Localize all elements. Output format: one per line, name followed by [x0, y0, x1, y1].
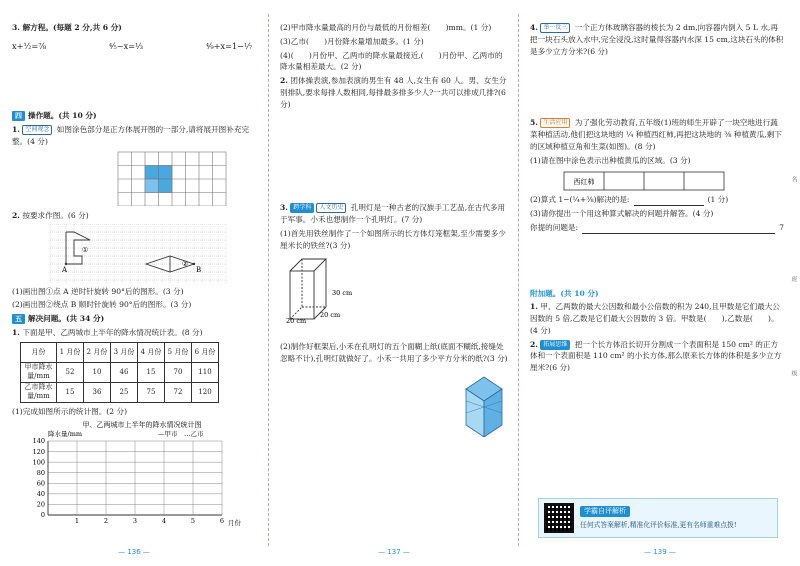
table-cell: 4 月份	[138, 342, 165, 362]
p2-line-2: (3)乙市( )月份降水量增加最多。(1 分)	[280, 36, 424, 46]
point-b-label: B	[196, 265, 202, 274]
section-title: 操作题。(共 10 分)	[28, 111, 97, 121]
q-num: 3.	[280, 203, 288, 213]
dim-depth: 20 cm	[286, 317, 307, 326]
page-number: — 136 —	[118, 548, 150, 557]
q5-text: 为了强化劳动教育,五年级(1)班的师生开辟了一块空地进行蔬菜种植活动,他们把这块地的 ¼ 种植西红柿,再把这块地的 ⅜ 种植黄瓜,剩下的区域种植豆角和生菜(如图)。(8 分)	[530, 118, 782, 151]
q5-sub1: (1)请在图中涂色表示出种植黄瓜的区域。(3 分)	[530, 155, 691, 165]
section-number: 五	[12, 314, 25, 324]
chart-y-tick: 60	[36, 479, 45, 488]
section-problems	[12, 313, 262, 325]
qr-desc: 任何式答案解析,精准化评价标准,更有名师重难点拨!	[580, 521, 737, 530]
table-cell: 3 月份	[111, 342, 138, 362]
chart-y-tick: 120	[32, 448, 45, 457]
rotation-grid[interactable]	[12, 224, 262, 286]
p2-line-1: (2)甲市降水量最高的月份与最低的月份相差( )mm。(1 分)	[280, 23, 492, 32]
chart-y-tick: 80	[36, 469, 45, 478]
cube-net-grid[interactable]	[12, 150, 252, 206]
q-num: 2.	[280, 76, 288, 86]
table-cell: 36	[84, 382, 111, 402]
e2-text: 把一个长方体沿长切开分割成一个表面积是 150 cm² 的正方体和一个表面积是 110 cm² 的小长方体,那么原来长方体的体积是多少立方厘米?(6 分)	[530, 339, 782, 373]
chart-legend-b: …乙市	[184, 430, 204, 439]
table-cell: 25	[111, 382, 138, 402]
tag-history: 人文历史	[316, 203, 346, 213]
qr-promo[interactable]	[538, 498, 778, 538]
garden-plot-diagram[interactable]	[530, 168, 770, 194]
table-cell: 2 月份	[84, 342, 111, 362]
cuboid-frame-figure	[280, 253, 510, 325]
q4-text: 一个正方体玻璃容器的棱长为 2 dm,向容器内倒入 5 L 水,再把一块石头放入水中,完全浸没,这时量得容器内水深 15 cm,这块石头的体积是多少立方分米?(6 分)	[530, 23, 784, 56]
chart-x-tick: 1	[74, 517, 80, 526]
table-cell: 46	[111, 362, 138, 382]
rainfall-table	[20, 342, 219, 403]
q-num: 5.	[530, 118, 538, 128]
table-cell: 120	[192, 382, 219, 402]
equation-3: ⁴⁄₉+x=1−¹⁄₇	[205, 40, 252, 51]
lantern-figure	[280, 367, 510, 437]
side-label-class: 班	[790, 276, 797, 282]
table-row	[21, 362, 219, 382]
chart-title: 甲、乙两城市上半年的降水情况统计图	[82, 421, 202, 430]
figure-2-label: ②	[182, 259, 189, 268]
q-num: 2.	[12, 210, 20, 220]
fold-line	[268, 14, 269, 546]
table-cell: 月份	[21, 342, 57, 362]
section-number: 四	[12, 111, 25, 121]
q-num: 4.	[530, 23, 538, 32]
table-row	[21, 382, 219, 402]
table-cell: 72	[165, 382, 192, 402]
chart-y-tick: 140	[32, 437, 45, 446]
op2-sub1: (1)画出图①点 A 逆时针旋转 90°后的图形。(3 分)	[12, 286, 184, 296]
table-cell: 10	[84, 362, 111, 382]
table-header-row	[21, 342, 219, 362]
table-cell: 6 月份	[192, 342, 219, 362]
q-num: 1.	[12, 327, 20, 337]
chart-y-tick: 0	[40, 511, 45, 520]
q3-sub1: (1)首先用铁丝制作了一个如图所示的长方体灯笼框架,至少需要多少厘米长的铁丝?(3 分)	[280, 228, 506, 250]
section-operation	[12, 110, 262, 122]
page-139	[520, 0, 800, 566]
chart-y-tick: 100	[32, 458, 45, 467]
tomato-label: 西红柿	[573, 178, 595, 187]
chart-x-tick: 4	[161, 517, 167, 526]
q-num: 2.	[530, 339, 538, 349]
equation-1: x+½=⁷⁄₈	[12, 40, 47, 51]
figure-1-label: ①	[82, 245, 89, 254]
side-label-name: 名	[790, 176, 797, 182]
q-num: 1.	[530, 302, 538, 312]
answer-blank[interactable]	[634, 194, 704, 206]
table-cell: 110	[192, 362, 219, 382]
tag-extension: 举一反三	[540, 23, 570, 33]
dim-width: 20 cm	[320, 311, 341, 320]
table-cell: 5 月份	[165, 342, 192, 362]
q2-text: 团体操表演,参加表演的男生有 48 人,女生有 60 人。男、女生分别排队,要求每排人数相同,每排最多排多少人?一共可以排成几排?(6 分)	[280, 76, 507, 109]
sol1-text: 下面是甲、乙两城市上半年的降水情况统计表。(8 分)	[22, 327, 203, 337]
side-label-grade: 级	[790, 370, 797, 376]
q5-sub2: (2)算式 1−(¼+⅜)解决的是:	[530, 195, 630, 205]
chart-ylabel: 降水量/mm	[48, 430, 83, 439]
extra-title: 附加题。(共 10 分)	[530, 288, 599, 298]
q3-title: 3. 解方程。(每题 2 分,共 6 分)	[12, 23, 122, 32]
table-cell: 乙市降水量/mm	[21, 382, 57, 402]
sol1-sub1: (1)完成如图所示的统计图。(2 分)	[12, 406, 128, 416]
q5-sub2-score: (1 分)	[707, 195, 729, 205]
tag-life: 生活应用	[540, 118, 570, 128]
table-cell: 甲市降水量/mm	[21, 362, 57, 382]
q5-sub3-end: 7	[779, 222, 784, 232]
op2-text: 按要求作图。(6 分)	[22, 210, 89, 220]
q-num: 1.	[12, 125, 20, 135]
chart-x-tick: 2	[103, 517, 109, 526]
qr-title: 学霸自评解析	[580, 506, 630, 517]
equation-2: ⁴⁄₅−x=¹⁄₃	[108, 40, 144, 51]
q3-text: 孔明灯是一种古老的汉族手工艺品,在古代多用于军事。小禾也想制作一个孔明灯。(7 分)	[280, 203, 506, 225]
table-cell: 75	[138, 382, 165, 402]
q5-sub3-line: 你提的问题是:	[530, 222, 579, 232]
table-cell: 1 月份	[57, 342, 84, 362]
qr-code-icon[interactable]	[544, 503, 574, 533]
chart-xlabel: 月份	[228, 519, 241, 528]
chart-x-tick: 6	[219, 517, 225, 526]
answer-blank[interactable]	[582, 233, 775, 234]
page-136	[0, 0, 268, 566]
chart-x-tick: 3	[132, 517, 138, 526]
e1-text: 甲、乙两数的最大公因数和最小公倍数的积为 240,且甲数是它们最大公因数的 5 倍,乙数是它们最大公因数的 3 倍。甲数是( ),乙数是( )。(4 分)	[530, 302, 780, 335]
table-cell: 70	[165, 362, 192, 382]
chart-y-tick: 20	[36, 500, 45, 509]
p2-line-3: (4)( )月份甲、乙两市的降水量最接近,( )月份甲、乙两市的降水量相差最大。(2 分)	[280, 50, 503, 72]
equations-row	[12, 36, 262, 53]
chart-x-tick: 5	[190, 517, 196, 526]
table-cell: 15	[138, 362, 165, 382]
page-number: — 137 —	[378, 548, 410, 557]
extra-section	[530, 288, 784, 300]
q5-sub3: (3)请你提出一个用这种算式解决的问题并解答。(4 分)	[530, 209, 714, 219]
page-137	[270, 0, 518, 566]
table-cell: 15	[57, 382, 84, 402]
tag-space: 空间观念	[22, 125, 52, 135]
chart-y-tick: 40	[36, 490, 45, 499]
point-a-label: A	[62, 265, 68, 274]
table-cell: 52	[57, 362, 84, 382]
rainfall-chart[interactable]	[12, 419, 262, 527]
tag-thinking: 拓展思维	[540, 340, 570, 350]
page-number: — 139 —	[644, 548, 676, 557]
tag-cross-subject: 跨学科	[290, 203, 314, 213]
op1-text: 如图涂色部分是正方体展开图的一部分,请将展开图补充完整。(4 分)	[12, 125, 250, 146]
op2-sub2: (2)画出图②绕点 B 顺时针旋转 90°后的图形。(3 分)	[12, 300, 192, 310]
section-title: 解决问题。(共 34 分)	[28, 314, 105, 324]
chart-legend-a: —甲市	[158, 430, 178, 439]
q3-sub2: (2)制作好框架后,小禾在孔明灯的五个面糊上纸(底面不糊纸,接缝处忽略不计),孔明灯就做好了。小禾一共用了多少平方分米的纸?(3 分)	[280, 342, 508, 364]
fold-line	[518, 14, 519, 546]
dim-height: 30 cm	[332, 289, 353, 298]
